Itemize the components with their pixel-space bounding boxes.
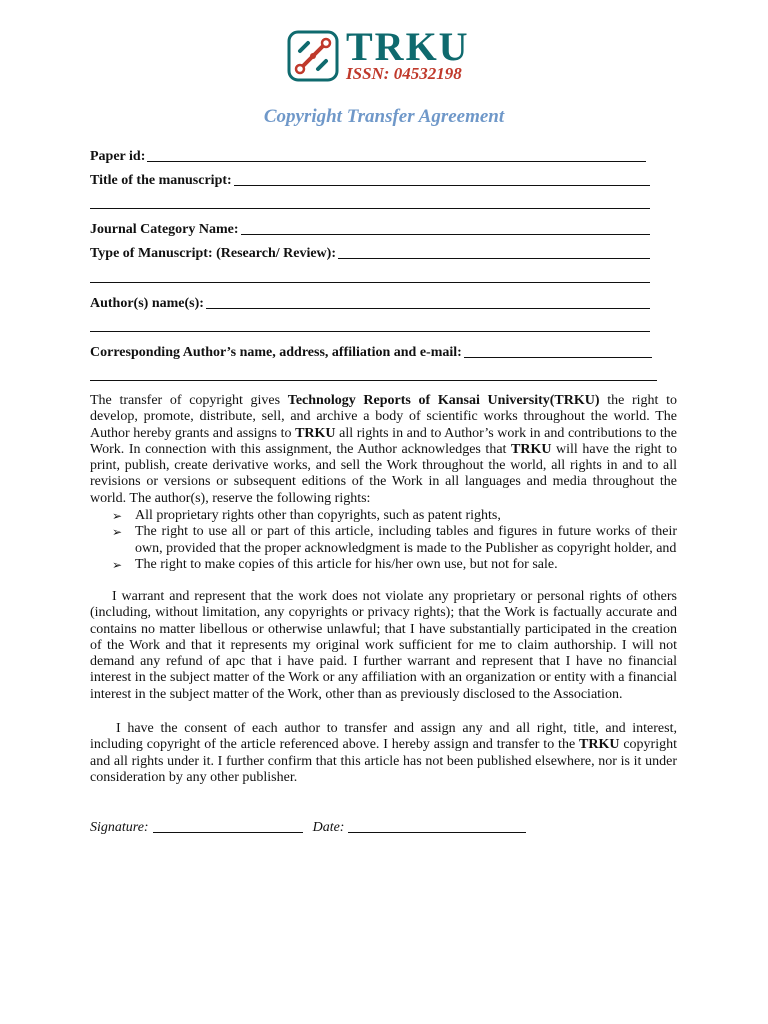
authors-line[interactable]	[206, 294, 650, 309]
para3-post: copyright and all rights under it. I further confirm that this article has not been published elsewhere, nor is it under consideration by any other publisher.	[90, 737, 678, 785]
paper-id-label: Paper id:	[90, 149, 146, 164]
manuscript-title-line[interactable]	[234, 171, 650, 186]
trku-logo	[284, 24, 494, 87]
arrow-bullet-icon: ➢	[112, 509, 123, 523]
corresponding-author-line[interactable]	[464, 343, 652, 358]
signature-line[interactable]	[153, 818, 303, 833]
org-abbr-2: TRKU	[511, 441, 552, 457]
paper-id-line[interactable]	[147, 147, 646, 162]
arrow-bullet-icon: ➢	[112, 525, 123, 540]
arrow-bullet-icon: ➢	[112, 557, 123, 572]
journal-category-line[interactable]	[241, 220, 650, 235]
right-text: All proprietary rights other than copyrights, such as patent rights,	[135, 508, 501, 523]
authors-field[interactable]	[90, 292, 650, 312]
manuscript-title-label: Title of the manuscript:	[90, 173, 232, 188]
list-item	[90, 557, 677, 573]
authors-label: Author(s) name(s):	[90, 296, 204, 311]
issn-label: ISSN: 04532198	[346, 64, 462, 83]
right-text: The right to use all or part of this article, including tables and figures in future works of their own, provided that the proper acknowledgment is made to the Publisher as copyright holder, and	[135, 524, 677, 556]
manuscript-title-field[interactable]	[90, 169, 650, 189]
manuscript-type-field[interactable]	[90, 242, 650, 262]
signature-label: Signature:	[90, 820, 149, 835]
corresponding-author-field[interactable]	[90, 341, 652, 361]
para1-mid1: the right to develop, promote, distribute, sell, and archive a body of scientific works throughout the world. The Author hereby grants and assigns to	[90, 393, 677, 441]
signature-row	[90, 818, 536, 836]
org-full-name: Technology Reports of Kansai University(TRKU)	[287, 393, 600, 408]
right-text: The right to make copies of this article for his/her own use, but not for sale.	[135, 556, 558, 572]
para1-pre: The transfer of copyright gives	[90, 393, 288, 408]
reserved-rights-list	[90, 508, 677, 573]
para3-pre: I have the consent of each author to transfer and assign any and all right, title, and interest, including copyright of the article referenced above. I hereby assign and transfer to the	[90, 721, 677, 753]
corresponding-author-label: Corresponding Author’s name, address, affiliation and e-mail:	[90, 345, 462, 360]
date-label: Date:	[312, 820, 345, 835]
warranty-paragraph: I warrant and represent that the work does not violate any proprietary or personal rights of others (including, without limitation, any copyrights or privacy rights); that the Work is factually accurate and contains no matter libellous or otherwise unlawful; that I have substantially participated in the creation of the Work and that it represents my original work sufficient for me to claim authorship. I will not demand any refund of apc that i have paid. I further warrant and represent that I have no financial interest in the subject matter of the Work or any affiliation with an organization or entity with a financial interest in the subject matter of the Work, other than as previously disclosed to the Association.	[90, 589, 677, 702]
consent-paragraph	[90, 721, 677, 786]
org-abbr-1: TRKU	[295, 425, 336, 441]
authors-line-2[interactable]	[90, 331, 650, 332]
manuscript-type-line-2[interactable]	[90, 282, 650, 283]
corresponding-author-line-2[interactable]	[90, 380, 657, 381]
document-title: Copyright Transfer Agreement	[263, 106, 505, 127]
org-abbr-3: TRKU	[579, 737, 620, 753]
transfer-paragraph	[90, 393, 677, 507]
list-item	[90, 524, 677, 557]
journal-category-label: Journal Category Name:	[90, 222, 239, 237]
list-item	[90, 508, 677, 524]
journal-category-field[interactable]	[90, 218, 650, 238]
paper-id-field[interactable]	[90, 145, 646, 165]
manuscript-type-label: Type of Manuscript: (Research/ Review):	[90, 246, 336, 261]
logo-text: TRKU	[346, 24, 470, 69]
manuscript-type-line[interactable]	[338, 244, 650, 259]
para1-mid2: all rights in and to Author’s work in and contributions to the Work. In connection with this assignment, the Author acknowledges that	[90, 425, 678, 457]
date-line[interactable]	[348, 818, 526, 833]
manuscript-title-line-2[interactable]	[90, 208, 650, 209]
circuit-logo-icon	[286, 29, 340, 83]
para1-post: will have the right to print, publish, create derivative works, and sell the Work throughout the world, all rights in and to all revisions or versions or subsequent editions of the Work in all languages and media throughout the world. The author(s), reserve the following rights:	[90, 441, 677, 506]
